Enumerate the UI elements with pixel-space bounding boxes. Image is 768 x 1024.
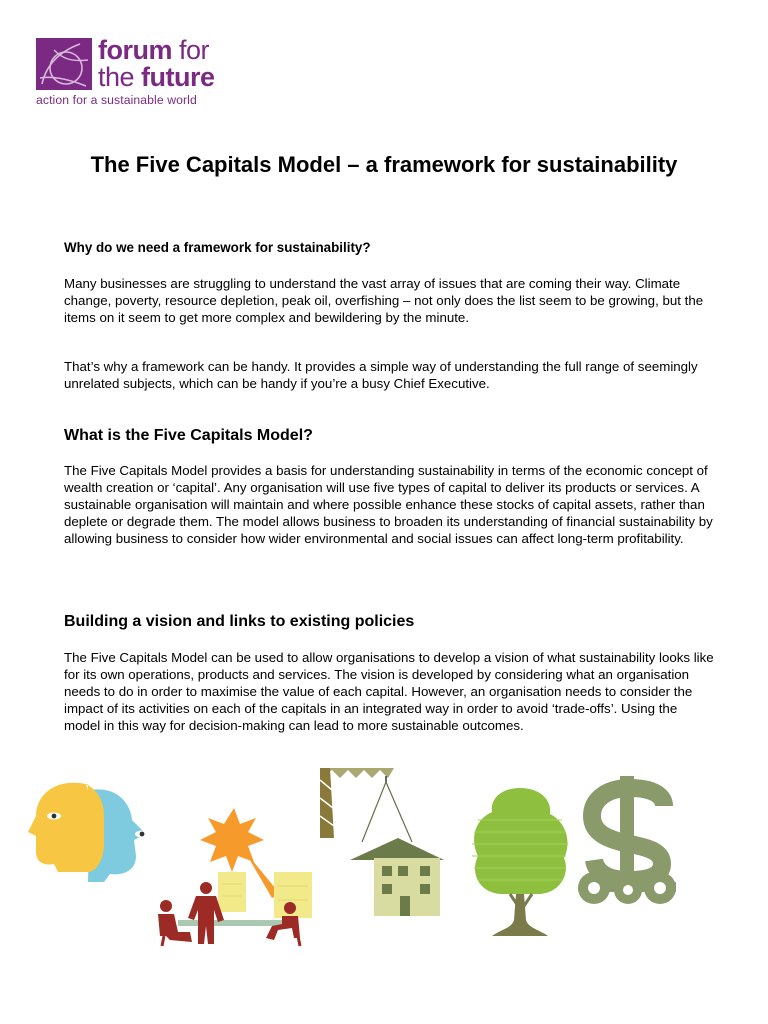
section-heading-building-vision: Building a vision and links to existing policies	[64, 613, 415, 630]
manufactured-capital-crane-house-icon	[320, 768, 444, 916]
human-capital-heads-icon	[28, 783, 149, 882]
logo-wordmark-line2: the future	[98, 62, 215, 92]
logo-wordmark-line1: forum for	[98, 35, 210, 65]
paragraph-1: Many businesses are struggling to understand the vast array of issues that are coming their way. Climate change, poverty, resource depletion, peak oil, overfishing – not only does the list seem to be growing, but the items on it seem to get more complex and bewildering by the minute.	[64, 276, 704, 325]
document-title: The Five Capitals Model – a framework for sustainability	[90, 152, 678, 177]
question-heading: Why do we need a framework for sustainability?	[64, 240, 371, 255]
paragraph-3: The Five Capitals Model provides a basis for understanding sustainability in terms of the economic concept of wealth creation or ‘capital’. Any organisation will use five types of capital to deliver its products or services. A sustainable organisation will maintain and where possible enhance these stocks of capital assets, rather than deplete or degrade them. The model allows business to broaden its understanding of financial sustainability by allowing business to consider how wider environmental and social issues can affect long-term profitability.	[64, 463, 713, 546]
forum-for-the-future-logo	[36, 35, 246, 108]
natural-capital-tree-icon	[472, 788, 568, 936]
logo-emblem-icon	[36, 38, 92, 90]
paragraph-2: That’s why a framework can be handy. It provides a simple way of understanding the full range of seemingly unrelated subjects, which can be handy if you’re a busy Chief Executive.	[64, 359, 698, 391]
five-capitals-illustrations	[0, 760, 768, 980]
logo-tagline: action for a sustainable world	[36, 93, 197, 107]
section-heading-five-capitals: What is the Five Capitals Model?	[64, 427, 313, 444]
social-capital-meeting-icon	[158, 808, 312, 946]
financial-capital-dollar-icon	[578, 776, 676, 904]
paragraph-4: The Five Capitals Model can be used to allow organisations to develop a vision of what sustainability looks like for its own operations, products and services. The vision is developed by considering what an organisation needs to do in order to maximise the value of each capital. However, an organisation needs to consider the impact of its activities on each of the capitals in an integrated way in order to avoid ‘trade-offs’. Using the model in this way for decision-making can lead to more sustainable outcomes.	[64, 650, 714, 733]
